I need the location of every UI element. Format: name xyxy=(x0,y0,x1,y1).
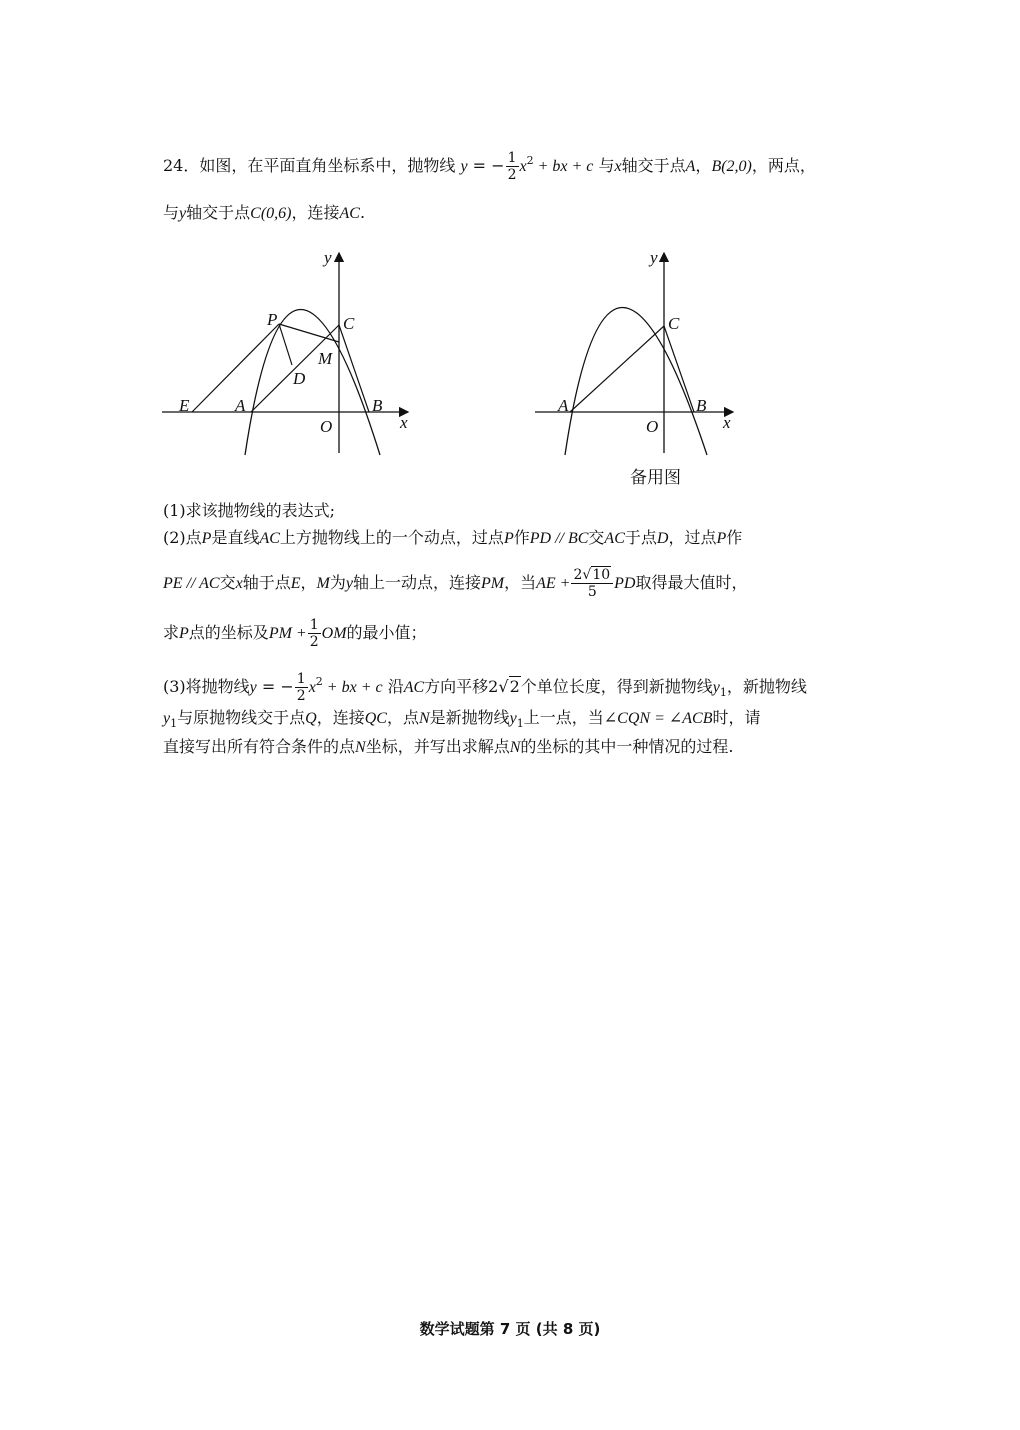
figure-spare xyxy=(525,245,750,460)
problem-line-1: 24．如图，在平面直角坐标系中，抛物线 y = − $\frac{1}{2}$ $x^2$ + bx + c 与x轴交于点A，B(2,0)，两点， xyxy=(163,150,816,183)
fraction-half: $\frac{1}{2}$ xyxy=(507,150,517,183)
label-x: x xyxy=(400,413,408,432)
label-O: O xyxy=(646,417,659,436)
label-E: E xyxy=(179,396,190,415)
label-C: C xyxy=(343,314,355,333)
question-2-line-3: 求P点的坐标及PM + $\frac{1}{2}$ OM的最小值； xyxy=(163,617,427,650)
segment-BC xyxy=(664,326,694,412)
fraction-half: $\frac{1}{2}$ xyxy=(309,617,319,650)
question-3-line-2: $y_1$与原抛物线交于点Q，连接QC，点N是新抛物线$y_1$上一点，当∠CQN = ∠ACB时，请 xyxy=(163,708,761,730)
fraction-2sqrt10-over-5: $\frac{2√10}{5}$ xyxy=(571,567,613,600)
question-3-line-1: (3)将抛物线y = − $\frac{1}{2}$ $x^2$ + bx + c 沿AC方向平移2√2个单位长度，得到新抛物线$y_1$，新抛物线 xyxy=(163,671,807,704)
figure-main xyxy=(150,245,425,460)
label-B: B xyxy=(696,396,707,415)
label-M: M xyxy=(318,349,333,368)
label-B: B xyxy=(372,396,383,415)
question-1: (1)求该抛物线的表达式; xyxy=(163,501,336,520)
figure-caption: 备用图 xyxy=(630,468,681,488)
label-y: y xyxy=(650,248,658,267)
page-footer: 数学试题第 7 页 (共 8 页) xyxy=(419,1320,601,1338)
label-y: y xyxy=(324,248,332,267)
label-C: C xyxy=(668,314,680,333)
fraction-half: $\frac{1}{2}$ xyxy=(296,671,306,704)
segment-BC xyxy=(339,325,369,412)
question-3-line-3: 直接写出所有符合条件的点N坐标，并写出求解点N的坐标的其中一种情况的过程. xyxy=(163,737,734,756)
label-x: x xyxy=(723,413,731,432)
question-2-line-2: PE // AC交x轴于点E，M为y轴上一动点，连接PM，当AE + $\frac{2√10}{5}$ PD取得最大值时， xyxy=(163,567,748,600)
label-D: D xyxy=(293,369,306,388)
problem-number: 24． xyxy=(163,156,200,175)
parabola xyxy=(565,308,707,456)
segment-PD xyxy=(279,324,292,365)
label-A: A xyxy=(235,396,246,415)
label-O: O xyxy=(320,417,333,436)
label-A: A xyxy=(558,396,569,415)
problem-line-2: 与y轴交于点C(0,6)，连接AC. xyxy=(163,203,366,222)
question-2-line-1: (2)点P是直线AC上方抛物线上的一个动点，过点P作PD // BC交AC于点D，过点P作 xyxy=(163,528,743,547)
parabola xyxy=(245,310,380,456)
segment-AC xyxy=(570,326,664,412)
label-P: P xyxy=(267,310,278,329)
